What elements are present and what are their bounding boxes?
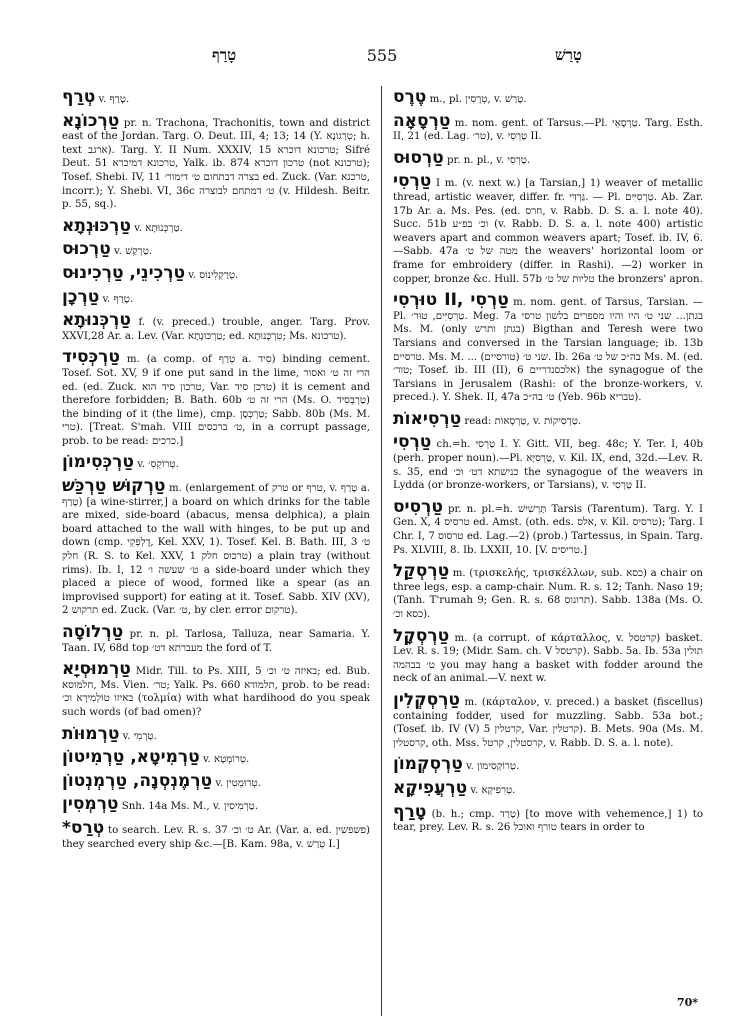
dictionary-entry <box>62 453 370 472</box>
entry-definition: m. (τρισκελής, τρισκέλλων, sub. כסא) a chair on three legs, esp. a camp-chair. Num. R. s. 12; Tanh. Naso 19; (Tanh. T'rumah 9; Gen. R. s. 68 תרונוס). Sabb. 138a (Ms. O. כסא וכ׳). <box>393 568 703 620</box>
entry-headword: *טְרַס <box>62 817 105 838</box>
entry-definition: v. טְרִפִיקָא. <box>467 784 516 796</box>
dictionary-entry <box>393 112 703 144</box>
entry-headword: טַרְסִיאוֹת <box>393 408 462 429</box>
left-column <box>62 88 370 998</box>
entry-definition: m. nom. gent. of Tarsus, Tarsian. —Pl. טַרְסִיִּים, טוּר׳. Meg. 7a בגתן... שני ט׳ היו והיו מספרים בלשון טרסי Ms. M. (only בגתן ותרש) Bigthan and Teresh were two Tarsians and conversed in the Tarsian language; ib. 13b טרסיים. Ms. M. ... שני ט׳ (טורסיים). Ib. 26a בה״כ של ט׳ Ms. M. (ed. טור׳; Tosef. ib. III (II), 6 אלכסנדריים) the synagogue of the Tarsians in Jerusalem (Rashi: of the bronze-workers, v. preced.). Y. Shek. II, 47a ט׳ בה״כ (Yeb. 96b טבריא). <box>393 297 703 404</box>
entry-definition: v. טְרוֹמְטָא. <box>199 754 250 766</box>
dictionary-entry <box>393 149 703 168</box>
dictionary-entry <box>62 264 370 283</box>
entry-headword: טֶרֶס <box>393 88 427 107</box>
entry-headword: טַרְכְּסִימוֹן <box>62 452 134 473</box>
entry-headword: טְרַף <box>62 88 96 107</box>
entry-headword: טַרְסְקְמוֹן <box>393 754 463 775</box>
entry-definition: v. טְרַקְלִינוֹס. <box>185 269 239 281</box>
dictionary-entry <box>393 172 703 286</box>
dictionary-entry <box>393 755 703 774</box>
dictionary-entry <box>62 819 370 851</box>
entry-definition: v. טְרוּמְטִין. <box>212 777 261 789</box>
entry-headword: טַרְסְקָל <box>393 625 450 646</box>
column-divider <box>381 86 382 1016</box>
dictionary-entry <box>62 623 370 655</box>
header-left-guide-word: טָרַף <box>212 46 237 64</box>
dictionary-entry <box>393 627 703 686</box>
entry-headword: טַרְכּוּנְתָא <box>62 215 131 236</box>
entry-headword: טַרְסִיס <box>393 496 443 517</box>
entry-headword: טַרְכְּסִיד <box>62 347 120 368</box>
entry-definition: (b. h.; cmp. טָרַד) [to move with vehemence,] 1) to tear, prey. Lev. R. s. 26 טורף ואוכל tears in order to <box>393 808 703 834</box>
entry-headword: טַרְסִי <box>393 432 432 453</box>
entry-definition: v. טַרְמִי. <box>119 730 157 742</box>
dictionary-entry <box>62 88 370 107</box>
signature-mark: 70* <box>676 996 698 1009</box>
entry-headword: טַרְכָן <box>62 286 100 307</box>
page-number: 555 <box>366 46 398 65</box>
entry-headword: טַרְכוֹנָא <box>62 110 120 131</box>
entry-definition: v. טָרַף. <box>99 293 134 305</box>
entry-definition: Midr. Till. to Ps. XIII, 5 באיזה ט׳ וכ׳; ed. Bub. חלמוסא, Ms. Vien. טר׳; Yalk. Ps. 660 תלמודא, prob. to be read: באיזו טוֹלְמִירָא וכ׳ (τολμία) with what hardihood do you speak such words (of bad omen)? <box>62 666 370 718</box>
entry-headword: טַרְסוּס <box>393 147 444 168</box>
dictionary-entry <box>62 725 370 744</box>
entry-headword: טַרְכוּס <box>62 239 111 260</box>
dictionary-entry <box>62 240 370 259</box>
header-right-guide-word: טָרַשׁ <box>554 46 582 64</box>
entry-headword: טַרְכִינֵי, טַרְכִינוּס <box>62 262 186 283</box>
entry-headword: טַרְלוֹסָה <box>62 622 124 642</box>
entry-headword: טַרְכְּנוּתָא <box>62 310 131 331</box>
entry-definition: m. (a comp. of טְרַף a. סִיד) binding cement. Tosef. Sot. XV, 9 if one put sand in the lime, הרי זה ט׳ ואסור ed. (ed. Zuck. טרכון סיד הוא, Var. טרכן סיד) it is cement and therefore forbidden; B. Bath. 60b הרי זה ט׳ (Ms. O. טַרְבְּסִיד) the binding of it (the lime), cmp. טַרְכְּסָן; Sabb. 80b (Ms. M. טרי). [Treat. S'mah. VIII ט׳ ברכסים, in a corrupt passage, prob. to be read: כרכים.] <box>62 354 370 447</box>
entry-definition: read: טַרְסָאוֹת, v. טַרְסִיקוֹת. <box>461 415 582 427</box>
dictionary-entry <box>393 691 703 750</box>
dictionary-entry <box>62 288 370 307</box>
entry-definition: v. טְרוֹקְסִ׳. <box>133 459 179 471</box>
entry-headword: טָרַף <box>393 801 427 822</box>
entry-headword: טַרְקוּשׁ טַרְכַּשׁ <box>62 476 166 497</box>
entry-definition: m., pl. טְרָסִין, v. טָרַשׁ. <box>426 94 527 105</box>
dictionary-entry <box>62 660 370 719</box>
entry-headword: טַרְמוּסְיָא <box>62 659 131 680</box>
entry-definition: m. (a corrupt. of κάρταλλος, v. קרטסל) basket. Lev. R. s. 19; (Midr. Sam. ch. V קרטסל). Sabb. 5a. Ib. 53a תולין ט׳ בבהמה you may hang a basket with fodder around the neck of an animal.—V. next w. <box>393 632 703 685</box>
dictionary-entry <box>393 803 703 835</box>
entry-definition: ch.=h. טַרְסִי I. Y. Gitt. VII, beg. 48c; Y. Ter. I, 40b (perh. proper noun).—Pl. טַרְסִיָּא, v. Kil. IX, end, 32d.—Lev. R. s. 35, end כנישתא דט׳ וכ׳ the synagogue of the weavers in Lydda (or bronze-workers, or Tarsians), v. טַרְסִי II. <box>393 439 703 492</box>
entry-definition: v. טְרוֹקְסִימוֹן. <box>462 761 520 773</box>
dictionary-entry <box>62 348 370 448</box>
entry-headword: טַרְסְקַל <box>393 561 450 582</box>
entry-definition: m. (enlargement of טרק or טרף, v. טָרַף a. טָרַף) [a wine-stirrer,] a board on which drinks for the table are mixed, side-board (abacus, mensa delphica), a plain board attached to the wall with hinges, to be put up and down (cmp. דֶלְפְקֵי, Kel. XXV, 1). Tosef. Kel. B. Bath. III, 3 ט׳ חלק (R. S. to Kel. XXV, 1 טרכוס חלק) a plain tray (without rims). Ib. I, 12 ט׳ שעשה ו׳ a side-board under which they placed a piece of wood, formed like a spear (as an improvised support) for eating at it. Tosef. Sabb. XIV (XV), 2 תרקוש ed. Zuck. (Var. ט׳, by cler. error טרקום). <box>62 483 370 617</box>
entry-definition: f. (v. preced.) trouble, anger. Targ. Prov. XXVI,28 Ar. a. Lev. (Var. טַרְכּוּנְתָא; ed. טִרְכָּנוּתָא; Ms. טרכונא). <box>62 317 370 342</box>
dictionary-entry <box>393 291 703 405</box>
dictionary-entry <box>393 433 703 492</box>
entry-definition: m. (κάρταλον, v. preced.) a basket (fiscellus) containing fodder, used for muzzling. Sabb. 53a bot.; (Tosef. ib. IV (V) 5 קרטלין, Var. קרטלין). B. Mets. 90a (Ms. M. קרסטלין, oth. Mss. קרסטלין, קרטל, v. Rabb. D. S. a. l. note). <box>393 696 703 749</box>
dictionary-entry <box>393 562 703 621</box>
entry-definition: m. nom. gent. of Tarsus.—Pl. טַרְסָאֵי. Targ. Esth. II, 21 (ed. Lag. טר׳), v. טַרְסִי II. <box>393 117 703 143</box>
entry-definition: pr. n. pl., v. טַרְסִי. <box>443 154 531 166</box>
entry-definition: pr. n. pl. Tarlosa, Talluza, near Samaria. Y. Taan. IV, 68d top מעברתא דט׳ the ford of T. <box>62 629 370 654</box>
entry-headword: טוּרְסִי II, טַרְסִי <box>393 290 509 311</box>
entry-definition: v. טָרַף. <box>95 94 130 105</box>
entry-definition: v. טַרְקַשׁ. <box>110 246 153 258</box>
dictionary-entry <box>62 217 370 236</box>
entry-definition: I m. (v. next w.) [a Tarsian,] 1) weaver of metallic thread, artistic weaver, differ. fr. גַּרְדִּי. — Pl. טַרְסִיִּים. Ab. Zar. 17b Ar. a. Ms. Pes. (ed. חרס, v. Rabb. D. S. a. l. note 40). Succ. 51b וכ׳ בפ״ע (v. Rabb. D. S. a. l. note 400) artistic weavers apart and common weavers apart; Tosef. ib. IV, 6.—Sabb. 47a מטה של ט׳ the weavers' horizontal loom or frame for embroidery (differ. in Rashi). —2) worker in copper, bronze &c. Hull. 57b טליות של ט׳ the bronzers' apron. <box>393 178 703 285</box>
entry-headword: טַרְסִי <box>393 171 432 192</box>
dictionary-entry <box>62 772 370 791</box>
dictionary-entry <box>393 88 703 107</box>
page-header <box>62 46 702 70</box>
dictionary-entry <box>393 779 703 798</box>
dictionary-entry <box>62 112 370 212</box>
entry-definition: v. טַרְכְּנוּתָא. <box>130 222 183 234</box>
entry-headword: טַרְסָאָה <box>393 110 451 131</box>
dictionary-entry <box>393 498 703 557</box>
entry-headword: טַרְמְסִין <box>62 794 119 815</box>
entry-headword: טַרְסְקְלִין <box>393 689 460 710</box>
right-column <box>393 88 703 998</box>
dictionary-entry <box>62 477 370 618</box>
entry-definition: Snh. 14a Ms. M., v. טַרְמִיסִין. <box>118 801 259 813</box>
dictionary-entry <box>393 410 703 429</box>
dictionary-entry <box>62 311 370 343</box>
entry-definition: to search. Lev. R. s. 37 ט׳ וכ׳ Ar. (Var. a. ed. פשפשין) they searched every ship &c.—[B. Kam. 98a, v. טְרַשׁ I.] <box>62 824 370 850</box>
entry-headword: טַרְעֲפִיקָא <box>393 777 468 798</box>
entry-headword: טַרְמוּוֹת <box>62 723 120 744</box>
entry-headword: טַרְמִיטָא, טַרְמִיטוֹן <box>62 747 200 768</box>
entry-headword: טַרְמֶנְסְנָה, טַרְמְנְטוֹן <box>62 770 213 791</box>
dictionary-entry <box>62 748 370 767</box>
dictionary-entry <box>62 795 370 814</box>
entry-definition: pr. n. Trachona, Trachonitis, town and district east of the Jordan. Targ. O. Deut. III, 4; 13; 14 (Y. טְרַגוֹנָא; h. text ארגב). Targ. Y. II Num. XXXIV, 15 טרכונא דוכרא; Sifré Deut. 51 טרכונא דמיכרא, Yalk. ib. 874 טרכון דוכרא (not טרכונא); Tosef. Shebi. IV, 11 בצרה דבתחום ט׳ דימור׳ ed. Zuck. (Var. טרכנא, incorr.); Y. Shebi. VI, 36c ט׳ דמתחם לבוצרה (v. Hildesh. Beitr. p. 55, sq.). <box>62 117 370 211</box>
entry-definition: pr. n. pl.=h. תַּרְשִׁישׁ Tarsis (Tarentum). Targ. Y. I Gen. X, 4 טרסיס ed. Amst. (oth. eds. אלס, v. Kil. טרסיס); Targ. I Chr. I, 7 טרסוס ed. Lag.—2) (prob.) Tartessus, in Spain. Targ. Ps. XLVIII, 8. Ib. LXXII, 10. [V. טריסים.] <box>393 503 703 556</box>
